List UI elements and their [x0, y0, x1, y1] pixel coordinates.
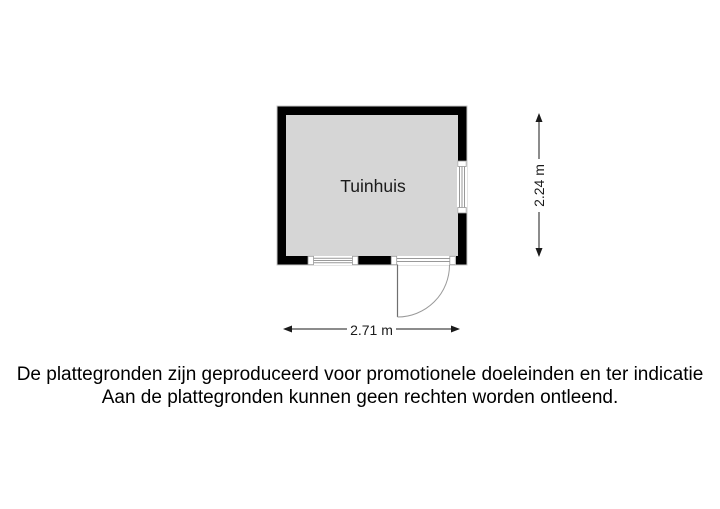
dimension-width-arrow-left	[283, 326, 292, 333]
window-right-jamb	[458, 208, 466, 214]
dimension-width	[283, 322, 460, 338]
dimension-depth-arrow-top	[536, 113, 543, 122]
door-opening	[391, 256, 456, 265]
window-bottom	[308, 256, 358, 265]
door-jamb	[450, 256, 456, 264]
door-swing-arc	[398, 265, 450, 317]
dimension-depth-label: 2.24 m	[531, 164, 547, 207]
door-jamb	[391, 256, 397, 264]
window-right	[457, 161, 467, 213]
dimension-width-label: 2.71 m	[350, 322, 393, 338]
dimension-width-arrow-right	[451, 326, 460, 333]
window-right-jamb	[458, 161, 466, 167]
window-bottom-jamb	[308, 256, 314, 264]
disclaimer-line1: De plattegronden zijn geproduceerd voor promotionele doeleinden en ter indicatie	[16, 364, 704, 385]
disclaimer	[0, 363, 720, 409]
window-bottom-jamb	[353, 256, 359, 264]
dimension-depth-arrow-bottom	[536, 248, 543, 257]
dimension-depth	[531, 113, 547, 257]
room-label: Tuinhuis	[340, 176, 406, 196]
disclaimer-line2: Aan de plattegronden kunnen geen rechten worden ontleend.	[101, 387, 619, 408]
